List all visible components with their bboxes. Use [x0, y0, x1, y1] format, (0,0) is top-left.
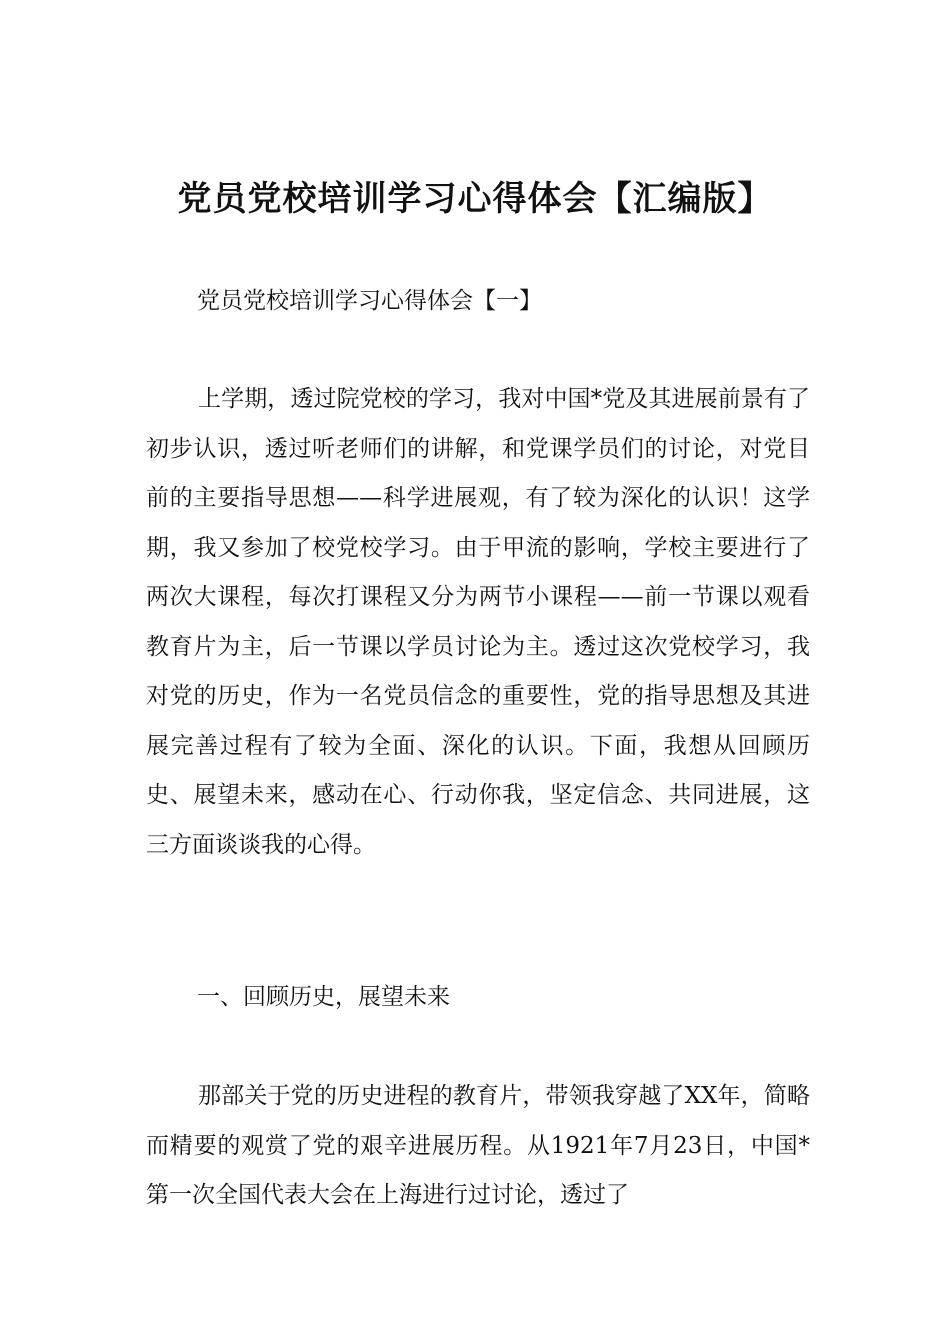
body-paragraph-1: 上学期，透过院党校的学习，我对中国*党及其进展前景有了初步认识，透过听老师们的讲解，和党课学员们的讨论，对党目前的主要指导思想——科学进展观，有了较为深化的认识！这学期，我又参加了校党校学习。由于甲流的影响，学校主要进行了两次大课程，每次打课程又分为两节小课程——前一节课以观看教育片为主，后一节课以学员讨论为主。透过这次党校学习，我对党的历史，作为一名党员信念的重要性，党的指导思想及其进展完善过程有了较为全面、深化的认识。下面，我想从回顾历史、展望未来，感动在心、行动你我，坚定信念、共同进展，这三方面谈谈我的心得。	[146, 386, 810, 858]
document-title: 党员党校培训学习心得体会【汇编版】	[177, 179, 773, 219]
document-subtitle: 党员党校培训学习心得体会【一】	[197, 288, 542, 314]
section-heading: 一、回顾历史，展望未来	[197, 984, 450, 1010]
body-paragraph-2: 那部关于党的历史进程的教育片，带领我穿越了XX年，简略而精要的观赏了党的艰辛进展历程。从1921年7月23日，中国*第一次全国代表大会在上海进行过讨论，透过了	[146, 1083, 810, 1208]
